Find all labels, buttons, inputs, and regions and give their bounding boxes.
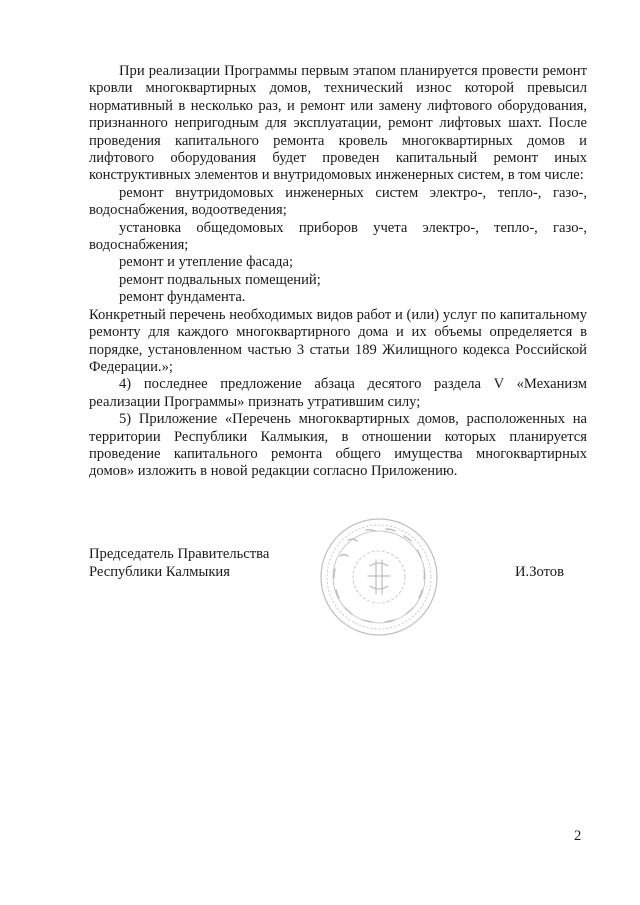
- document-body: [89, 63, 587, 481]
- signatory-name: И.Зотов: [515, 564, 564, 580]
- page-number: 2: [574, 828, 582, 844]
- paragraph: установка общедомовых приборов учета электро-, тепло-, газо-, водоснабжения;: [89, 219, 587, 254]
- round-seal-stamp-icon: [318, 516, 440, 638]
- paragraph: ремонт внутридомовых инженерных систем электро-, тепло-, газо-, водоснабжения, водоотведения;: [89, 184, 587, 219]
- paragraph: ремонт подвальных помещений;: [119, 271, 321, 288]
- paragraph: ремонт и утепление фасада;: [119, 254, 294, 271]
- signatory-title-line: Республики Калмыкия: [89, 563, 230, 580]
- paragraph: 4) последнее предложение абзаца десятого раздела V «Механизм реализации Программы» признать утратившим силу;: [89, 376, 587, 410]
- paragraph: 5) Приложение «Перечень многоквартирных домов, расположенных на территории Республики Калмыкия, в отношении которых планируется проведение капитального ремонта общего имущества многоквартирных домов» изложить в новой редакции согласно Приложению.: [89, 411, 587, 480]
- paragraph: ремонт фундамента.: [119, 289, 246, 306]
- paragraph: Конкретный перечень необходимых видов работ и (или) услуг по капитальному ремонту для каждого многоквартирного дома и их объемы определяется в порядке, установленном частью 3 статьи 189 Жилищного кодекса Российской Федерации.»;: [89, 306, 587, 375]
- signatory-title-line: Председатель Правительства: [89, 546, 270, 562]
- signatory-title: [89, 546, 269, 581]
- paragraph: При реализации Программы первым этапом планируется провести ремонт кровли многоквартирных домов, технический износ которой превысил нормативный в несколько раз, и ремонт или замену лифтового оборудования, признанного непригодным для эксплуатации, ремонт лифтовых шахт. После проведения капитального ремонта кровель многоквартирных домов и лифтового оборудования будет проведен капитальный ремонт иных конструктивных элементов и внутридомовых инженерных систем, в том числе:: [89, 63, 587, 184]
